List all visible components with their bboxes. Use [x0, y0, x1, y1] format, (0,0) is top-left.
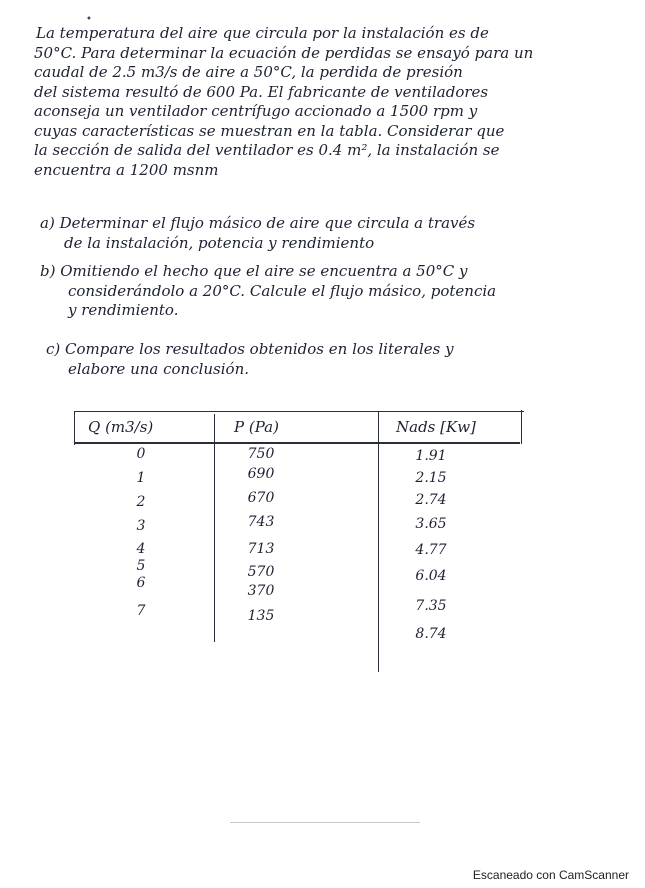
n-value: 8.74 [415, 626, 447, 642]
problem-line: la sección de salida del ventilador es 0.4 m², la instalación se [34, 141, 500, 159]
table-top-rule [74, 411, 524, 412]
p-value: 743 [247, 514, 275, 530]
problem-statement [34, 24, 614, 180]
question-line: de la instalación, potencia y rendimiento [64, 233, 375, 252]
n-value: 6.04 [415, 568, 447, 584]
header-flow-rate: Q (m3/s) [88, 418, 154, 436]
p-value: 750 [247, 446, 275, 462]
q-value: 0 [136, 446, 146, 462]
p-value: 135 [247, 608, 275, 624]
question-line: b) Omitiendo el hecho que el aire se encuentra a 50°C y [40, 262, 468, 280]
p-value: 570 [247, 564, 275, 580]
question-line: a) Determinar el flujo másico de aire que circula a través [40, 214, 476, 232]
p-value: 370 [247, 583, 275, 599]
ink-dot: • [86, 14, 92, 25]
question-line: y rendimiento. [68, 301, 179, 319]
question-line: considerándolo a 20°C. Calcule el flujo másico, potencia [68, 281, 497, 300]
problem-line: encuentra a 1200 msnm [34, 160, 219, 179]
q-value: 4 [136, 541, 146, 557]
header-power: Nads [Kw] [396, 418, 476, 436]
question-line: c) Compare los resultados obtenidos en los literales y [46, 340, 454, 358]
q-value: 5 [136, 558, 146, 574]
q-value: 7 [136, 603, 146, 619]
problem-line: cuyas características se muestran en la tabla. Considerar que [34, 121, 505, 140]
problem-line: caudal de 2.5 m3/s de aire a 50°C, la perdida de presión [34, 63, 463, 81]
q-value: 3 [136, 518, 146, 534]
table-left-border [74, 411, 75, 445]
table-column-divider-1 [214, 414, 215, 642]
n-value: 1.91 [415, 448, 447, 464]
table-right-border [521, 410, 522, 444]
p-value: 670 [247, 490, 275, 506]
n-value: 2.15 [415, 470, 447, 486]
p-value: 690 [247, 466, 275, 482]
n-value: 2.74 [415, 492, 447, 508]
n-value: 3.65 [415, 516, 447, 532]
question-a [40, 214, 620, 253]
table-header-rule [74, 442, 520, 444]
q-value: 2 [136, 494, 146, 510]
problem-line: 50°C. Para determinar la ecuación de perdidas se ensayó para un [34, 43, 534, 62]
problem-line: del sistema resultó de 600 Pa. El fabricante de ventiladores [34, 82, 489, 101]
table-column-divider-2 [378, 412, 379, 672]
q-value: 1 [136, 470, 146, 486]
scan-artifact-line [230, 822, 420, 823]
n-value: 4.77 [415, 542, 447, 558]
p-value: 713 [247, 541, 275, 557]
header-pressure: P (Pa) [234, 418, 279, 436]
question-c [46, 340, 626, 379]
problem-line: aconseja un ventilador centrífugo accionado a 1500 rpm y [34, 102, 478, 120]
fan-characteristics-table [74, 408, 526, 673]
question-line: elabore una conclusión. [68, 359, 250, 378]
n-value: 7.35 [415, 598, 447, 614]
problem-line: La temperatura del aire que circula por la instalación es de [36, 24, 489, 42]
q-value: 6 [136, 575, 146, 591]
question-b [40, 262, 620, 321]
camscanner-watermark: Escaneado con CamScanner [472, 868, 629, 882]
